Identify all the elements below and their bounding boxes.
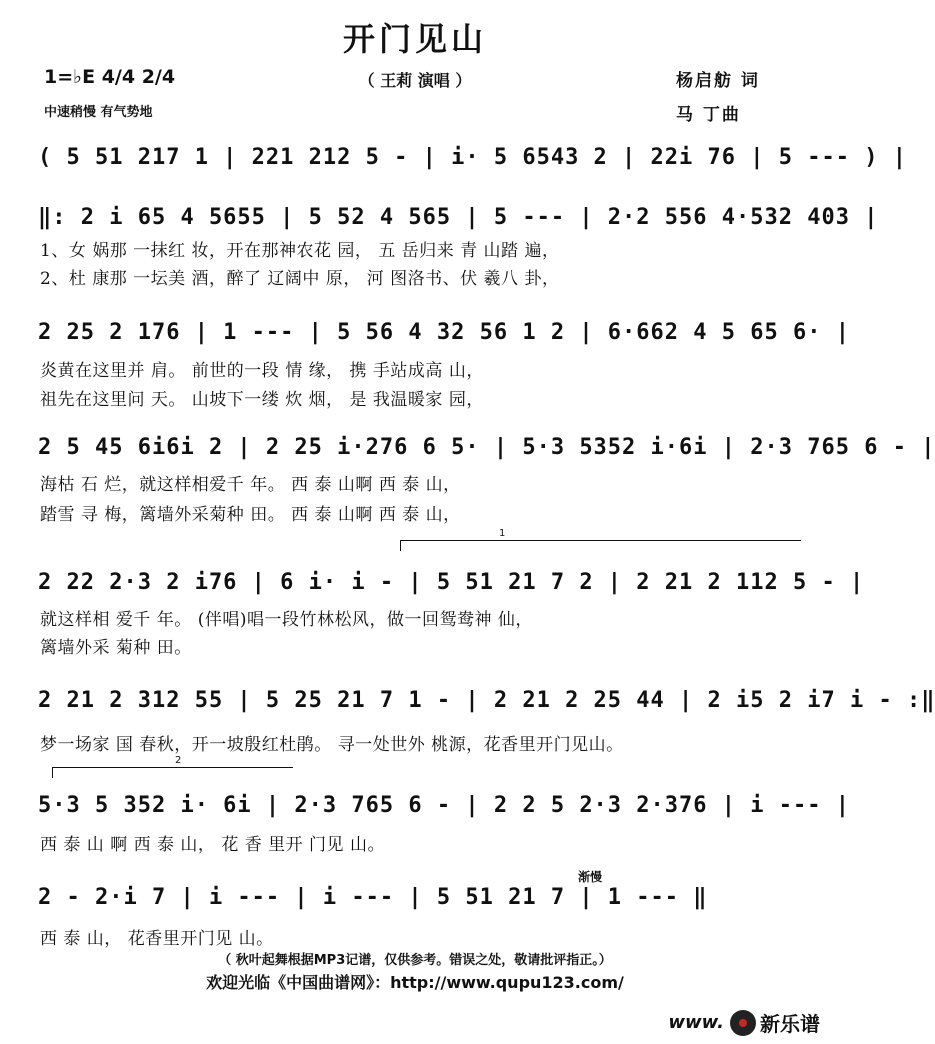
- song-title: 开门见山: [342, 20, 487, 58]
- lyric-line-4-verse-2: 踏雪 寻 梅，篱墙外采菊种 田。 西 泰 山啊 西 泰 山，: [40, 505, 461, 525]
- lyric-line-2-verse-1: 1、女 娲那 一抹红 妆，开在那神农花 园， 五 岳归来 青 山踏 遍，: [40, 241, 560, 261]
- lyric-line-5-verse-1: 就这样相 爱千 年。 (伴唱)唱一段竹林松风，做一回鸳鸯神 仙，: [40, 610, 533, 630]
- key-signature: 1=♭E 4/4 2/4: [44, 66, 176, 88]
- notation-line-5: 2 22 2·3 2 i76 | 6 i· i - | 5 51 21 7 2 | 2 21 2 112 5 - |: [38, 570, 865, 595]
- tempo-marking: 中速稍慢 有气势地: [44, 105, 153, 120]
- lyric-line-3-verse-1: 炎黄在这里并 肩。 前世的一段 情 缘， 携 手站成高 山，: [40, 361, 484, 381]
- notation-line-4: 2 5 45 6i6i 2 | 2 25 i·276 6 5· | 5·3 5352 i·6i | 2·3 765 6 - |: [38, 435, 935, 460]
- ritardando-mark: 渐慢: [578, 870, 603, 884]
- lyric-line-3-verse-2: 祖先在这里问 天。 山坡下一缕 炊 烟， 是 我温暖家 园，: [40, 390, 484, 410]
- lyric-line-6: 梦一场家 国 春秋，开一坡殷红杜鹃。 寻一处世外 桃源，花香里开门见山。: [40, 735, 624, 755]
- volta-number-2: 2: [175, 755, 182, 766]
- lyricist-credit: 杨启舫 词: [676, 71, 760, 91]
- notation-line-7: 5·3 5 352 i· 6i | 2·3 765 6 - | 2 2 5 2·3 2·376 | i --- |: [38, 793, 850, 818]
- lyric-line-2-verse-2: 2、杜 康那 一坛美 酒，醉了 辽阔中 原， 河 图洛书、伏 羲八 卦，: [40, 269, 560, 289]
- lyric-line-8: 西 泰 山， 花香里开门见 山。: [40, 929, 274, 949]
- singer-credit: （ 王莉 演唱 ）: [358, 71, 472, 90]
- watermark-brand: 新乐谱: [760, 1012, 820, 1036]
- transcriber-note: （ 秋叶起舞根据MP3记谱，仅供参考。错误之处，敬请批评指正。）: [218, 953, 612, 968]
- notation-line-3: 2 25 2 176 | 1 --- | 5 56 4 32 56 1 2 | 6·662 4 5 65 6· |: [38, 320, 850, 345]
- notation-line-6: 2 21 2 312 55 | 5 25 21 7 1 - | 2 21 2 25 44 | 2 i5 2 i7 i - :‖: [38, 688, 935, 713]
- welcome-url-line: 欢迎光临《中国曲谱网》：http://www.qupu123.com/: [206, 973, 624, 992]
- volta-bracket-2: [52, 755, 293, 778]
- volta-bracket-1: [400, 528, 801, 551]
- notation-line-8: 2 - 2·i 7 | i --- | i --- | 5 51 21 7 | 1 --- ‖: [38, 885, 708, 910]
- lyric-line-4-verse-1: 海枯 石 烂，就这样相爱千 年。 西 泰 山啊 西 泰 山，: [40, 475, 461, 495]
- record-disc-icon: [730, 1010, 756, 1036]
- lyric-line-5-verse-2: 篱墙外采 菊种 田。: [40, 638, 192, 658]
- notation-line-1: ( 5 51 217 1 | 221 212 5 - | i· 5 6543 2 | 22i 76 | 5 --- ) |: [38, 145, 907, 170]
- composer-credit: 马 丁曲: [676, 105, 741, 125]
- lyric-line-7: 西 泰 山 啊 西 泰 山， 花 香 里开 门见 山。: [40, 835, 385, 855]
- volta-number-1: 1: [499, 528, 506, 539]
- watermark-url: www.: [668, 1012, 724, 1033]
- watermark: [668, 1008, 820, 1037]
- notation-line-2: ‖: 2 i 65 4 5655 | 5 52 4 565 | 5 --- | 2·2 556 4·532 403 |: [38, 205, 879, 230]
